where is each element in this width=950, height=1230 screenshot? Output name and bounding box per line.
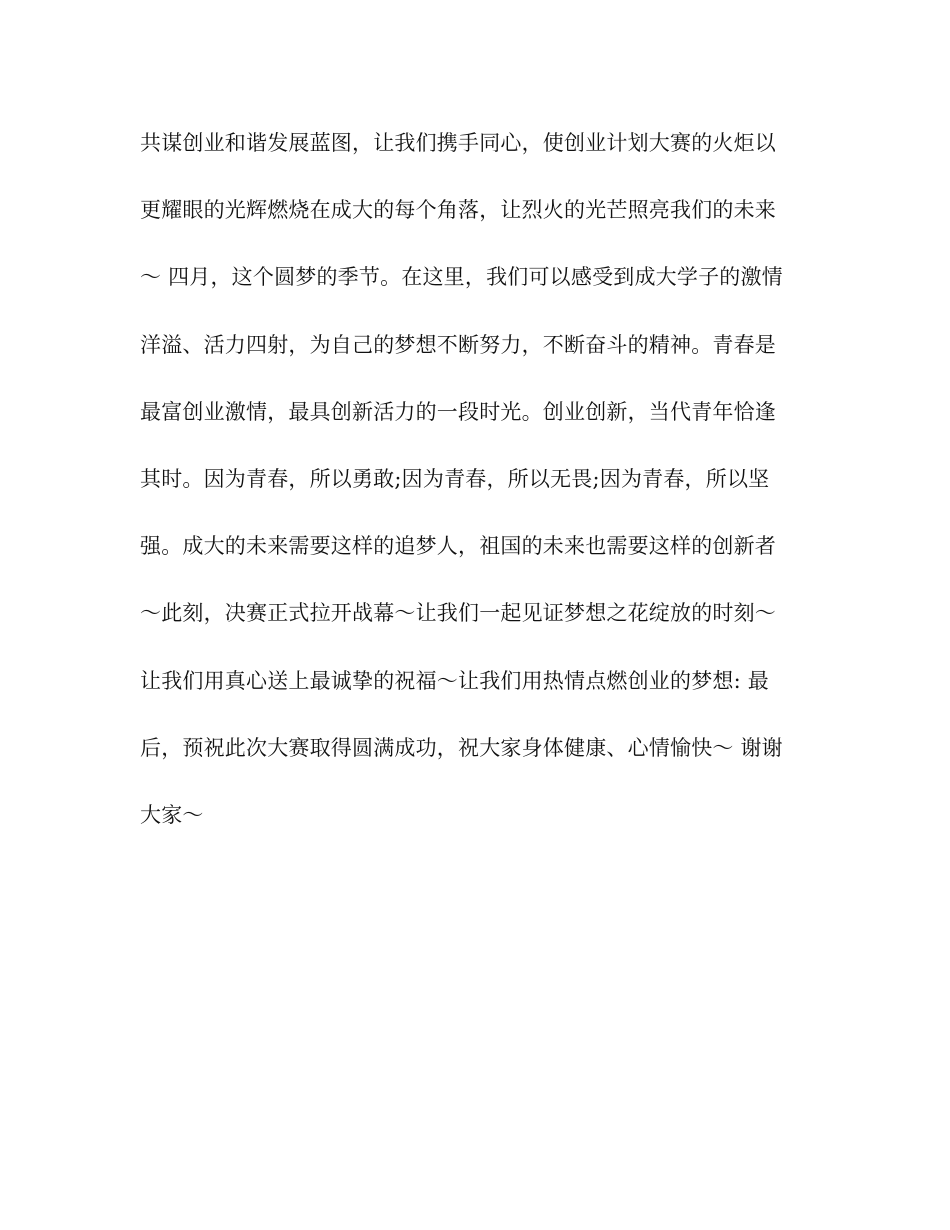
text-line-6: 其时。因为青春，所以勇敢;因为青春，所以无畏;因为青春，所以坚	[140, 466, 770, 491]
text-line-9: 让我们用真心送上最诚挚的祝福～让我们用热情点燃创业的梦想: 最	[140, 668, 769, 693]
body-text	[140, 121, 810, 860]
text-line-8: ～此刻，决赛正式拉开战幕～让我们一起见证梦想之花绽放的时刻～	[140, 601, 776, 626]
text-line-4: 洋溢、活力四射，为自己的梦想不断努力，不断奋斗的精神。青春是	[140, 332, 776, 357]
text-line-10: 后，预祝此次大赛取得圆满成功，祝大家身体健康、心情愉快～ 谢谢	[140, 735, 783, 760]
text-line-1: 共谋创业和谐发展蓝图，让我们携手同心，使创业计划大赛的火炬以	[140, 131, 776, 155]
text-line-7: 强。成大的未来需要这样的追梦人，祖国的未来也需要这样的创新者	[140, 534, 776, 559]
text-line-3: ～ 四月，这个圆梦的季节。在这里，我们可以感受到成大学子的激情	[140, 265, 783, 290]
text-line-2: 更耀眼的光辉燃烧在成大的每个角落，让烈火的光芒照亮我们的未来	[140, 198, 776, 223]
text-line-11: 大家～	[140, 802, 204, 827]
text-line-5: 最富创业激情，最具创新活力的一段时光。创业创新，当代青年恰逢	[140, 399, 776, 424]
